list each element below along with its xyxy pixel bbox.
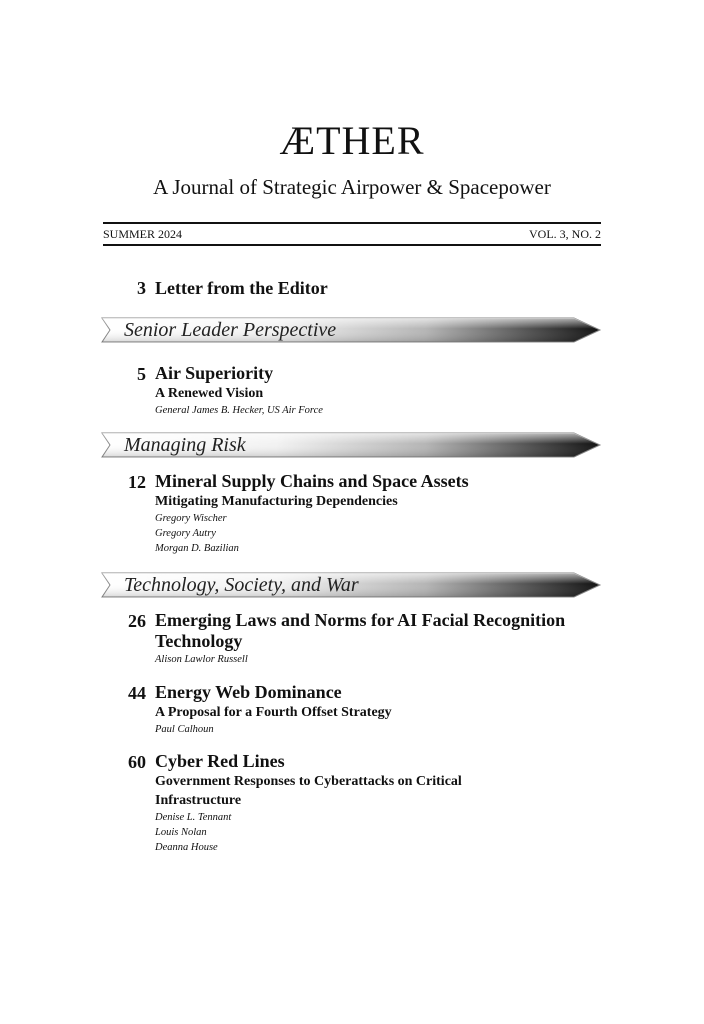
article-title[interactable]: Air Superiority [155,363,274,383]
section-banner-managing-risk [100,427,602,463]
page-number: 26 [128,611,146,631]
journal-title: ÆTHER [279,118,425,163]
article-author: Denise L. Tennant [155,812,232,823]
page-number: 3 [137,278,146,298]
article-subtitle: A Proposal for a Fourth Offset Strategy [155,705,392,720]
issue-season: SUMMER 2024 [103,227,183,241]
article-author: Morgan D. Bazilian [155,543,239,554]
section-label: Senior Leader Perspective [124,319,337,341]
page-number: 5 [137,364,146,384]
article-title-line-2[interactable]: Technology [155,631,243,651]
article-title[interactable]: Energy Web Dominance [155,682,342,702]
article-subtitle-line-1: Government Responses to Cyberattacks on Critical [155,774,462,789]
article-title[interactable]: Mineral Supply Chains and Space Assets [155,471,469,491]
article-author: Alison Lawlor Russell [155,654,248,665]
article-subtitle-line-2: Infrastructure [155,793,242,808]
section-banner-senior-leader-perspective [100,312,602,348]
article-title[interactable]: Letter from the Editor [155,278,328,298]
issue-volume: VOL. 3, NO. 2 [529,227,601,241]
article-subtitle: A Renewed Vision [155,386,264,401]
journal-subtitle: A Journal of Strategic Airpower & Spacepower [153,175,551,199]
section-banner-technology-society-war [100,567,602,603]
article-author: Gregory Autry [155,528,216,539]
section-label: Technology, Society, and War [124,574,359,596]
section-label: Managing Risk [124,434,246,456]
article-subtitle: Mitigating Manufacturing Dependencies [155,494,398,509]
article-author: General James B. Hecker, US Air Force [155,405,323,416]
article-author: Gregory Wischer [155,513,227,524]
article-author: Paul Calhoun [155,724,214,735]
page-number: 12 [128,472,146,492]
article-title[interactable]: Cyber Red Lines [155,751,285,771]
article-author: Deanna House [155,842,218,853]
page-number: 60 [128,752,146,772]
issue-bar [103,222,601,246]
article-title-line-1[interactable]: Emerging Laws and Norms for AI Facial Recognition [155,610,566,630]
article-author: Louis Nolan [155,827,207,838]
page-number: 44 [128,683,146,703]
